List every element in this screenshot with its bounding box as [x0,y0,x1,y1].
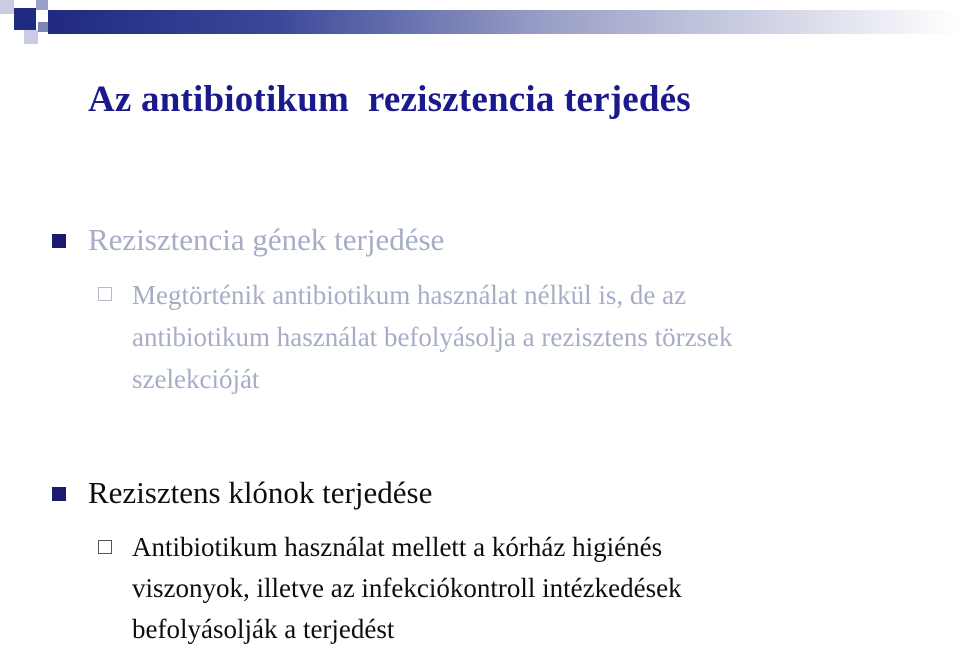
hollow-square-bullet-icon [98,540,112,554]
slide-title: Az antibiotikum rezisztencia terjedés [88,79,691,120]
bullet-rezisztencia-genek [48,222,928,262]
deco-square-light-2 [24,30,38,44]
text-line: szelekcióját [132,364,260,394]
bullet-heading: Rezisztencia gének terjedése [88,222,445,257]
square-bullet-icon [52,487,66,501]
sub-bullet-megtortenik [98,274,918,400]
deco-square-mid [36,0,48,10]
text-line: Megtörténik antibiotikum használat nélkül is, de az [132,280,687,310]
bullet-heading: Rezisztens klónok terjedése [88,475,433,510]
deco-square-light [0,0,14,14]
text-line: viszonyok, illetve az infekciókontroll intézkedések [132,573,682,603]
bullet-rezisztens-klonok [48,475,928,515]
text-line: befolyásolják a terjedést [132,614,395,644]
sub-bullet-text [132,527,682,650]
deco-square-dark [14,8,36,30]
sub-bullet-antibiotikum [98,527,918,651]
decorative-header [0,0,959,44]
text-line: Antibiotikum használat mellett a kórház higiénés [132,532,663,562]
hollow-square-bullet-icon [98,287,112,301]
square-bullet-icon [52,234,66,248]
header-gradient-band [48,10,959,34]
deco-square-mid-2 [38,22,48,32]
text-line: antibiotikum használat befolyásolja a rezisztens törzsek [132,322,733,352]
sub-bullet-text [132,274,733,400]
